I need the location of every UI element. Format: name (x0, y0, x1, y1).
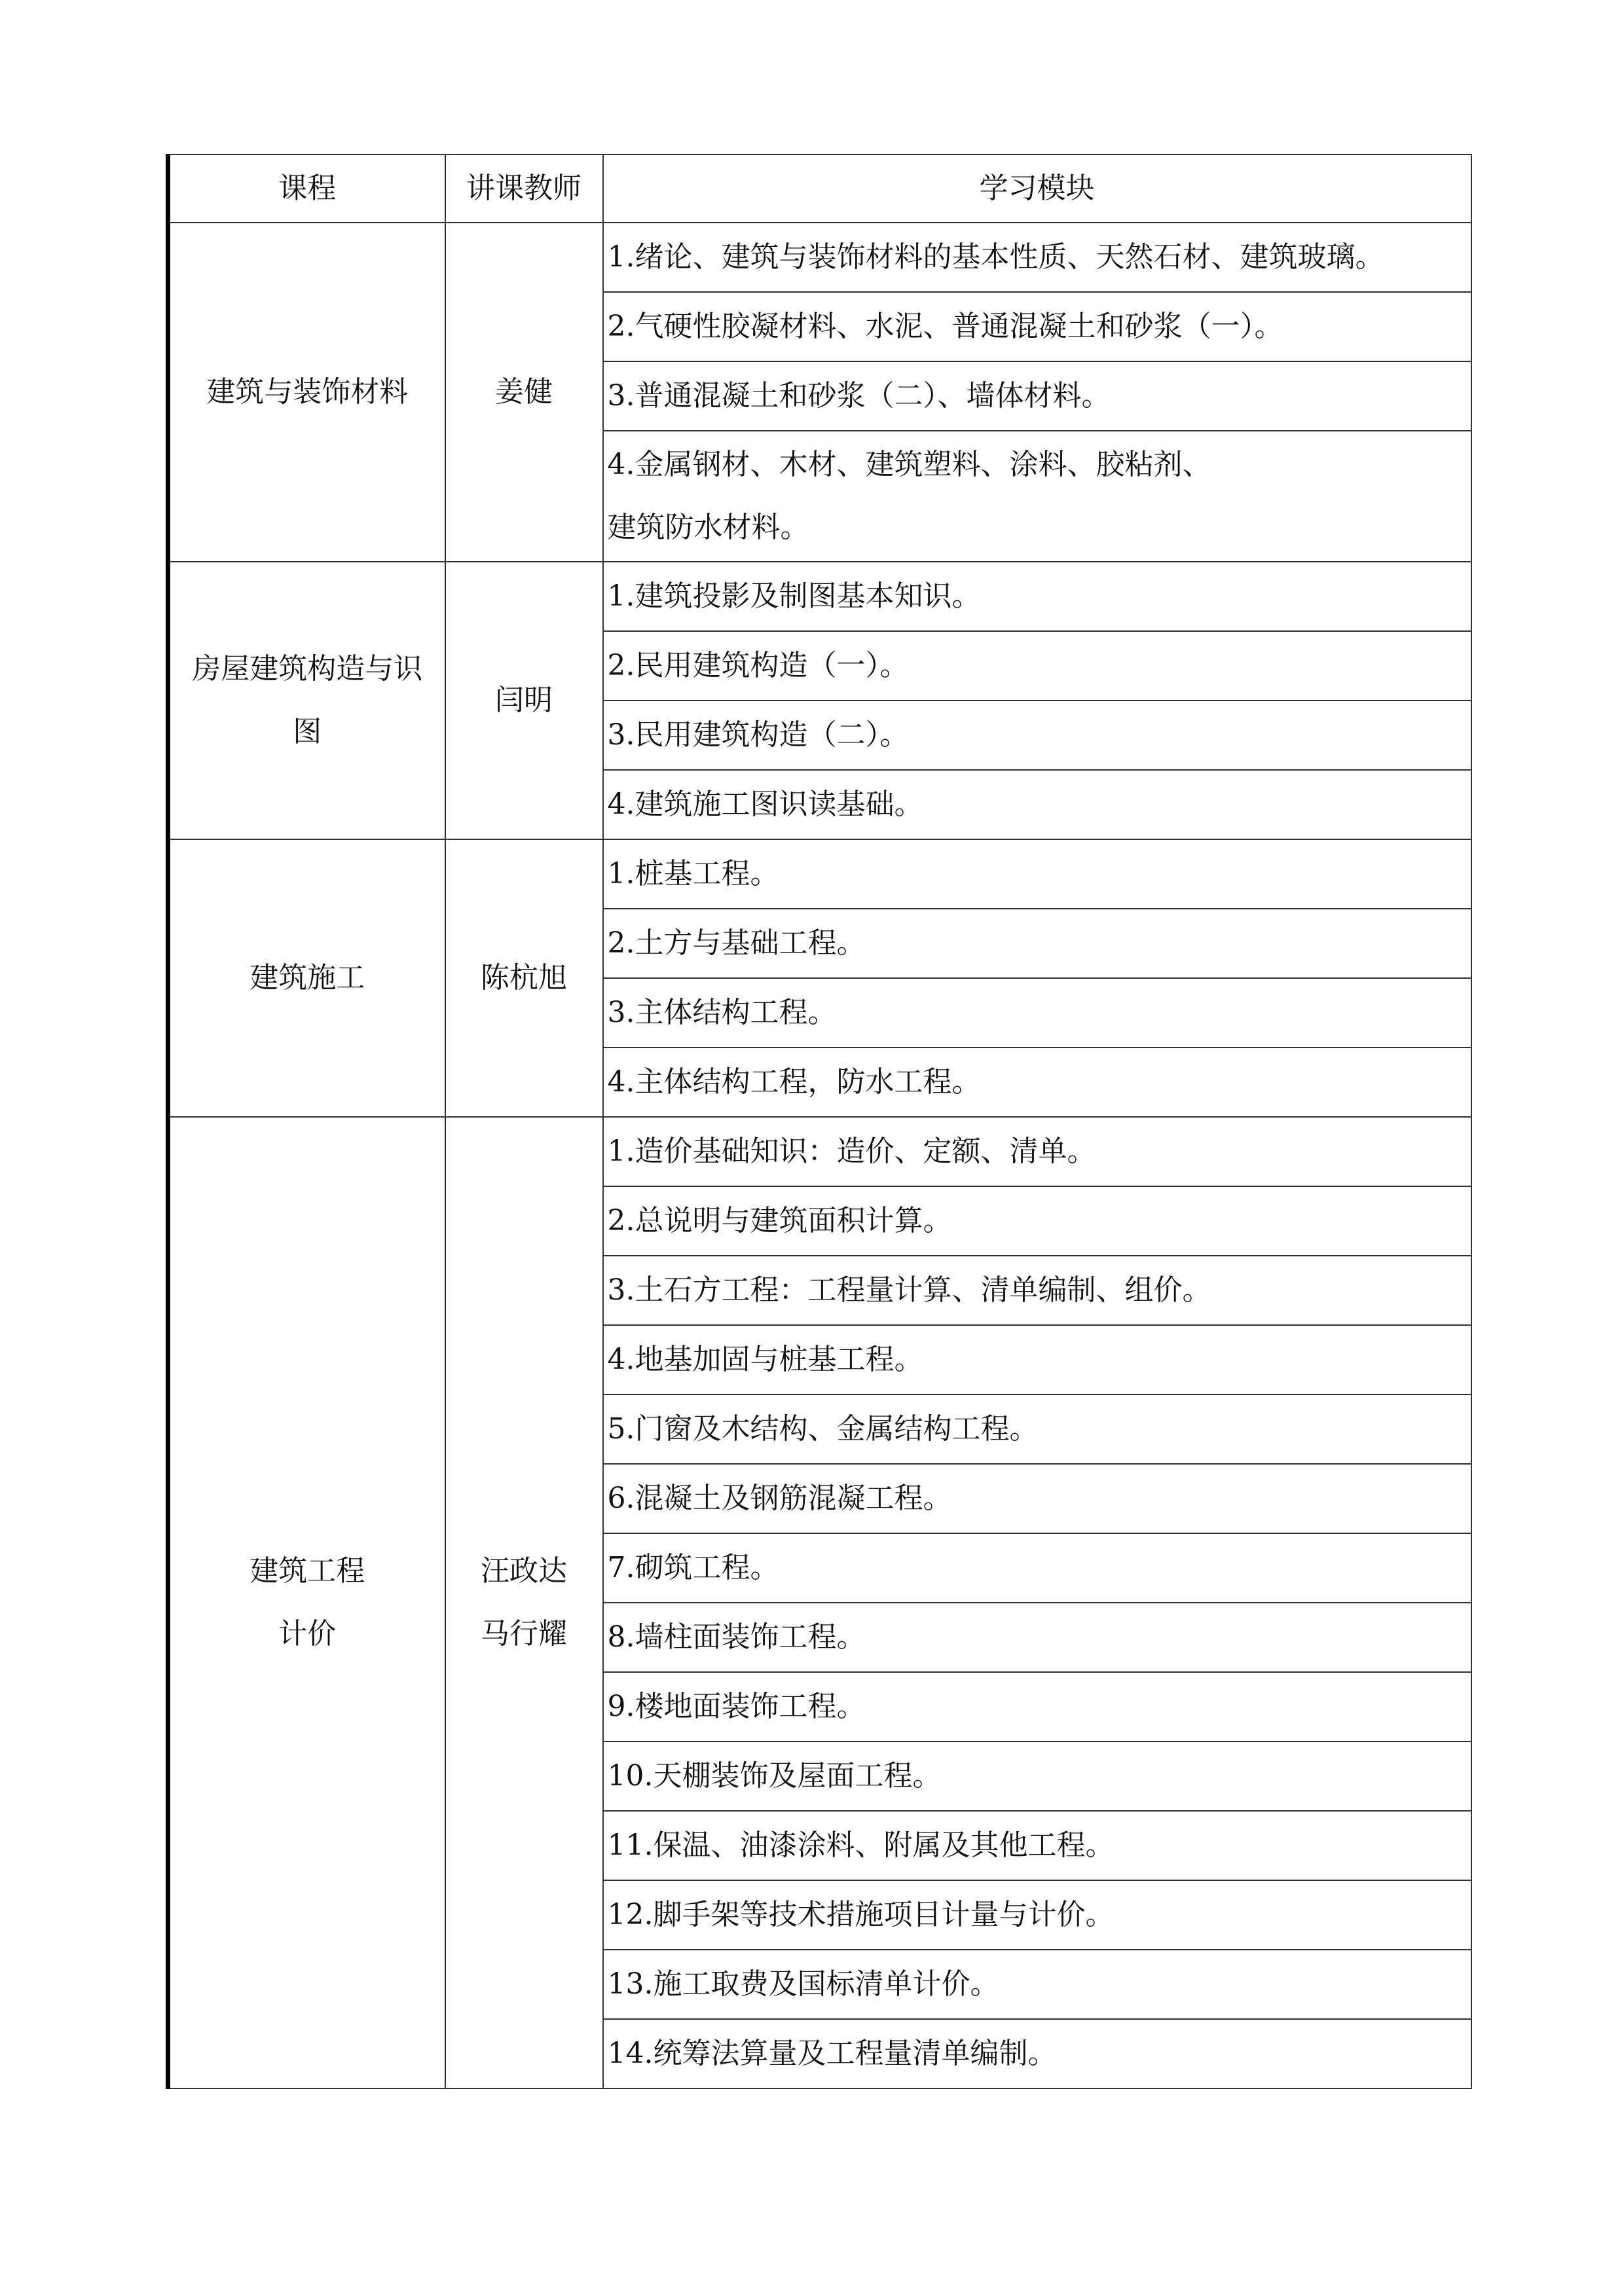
module-text: 4.主体结构工程，防水工程。 (607, 1065, 981, 1099)
module-cell (603, 1741, 1471, 1811)
teacher-name: 姜健 (495, 375, 553, 409)
module-text: 2.民用建筑构造（一）。 (607, 649, 909, 682)
header-teacher: 讲课教师 (445, 155, 603, 223)
course-name-line: 建筑施工 (249, 961, 365, 994)
course-name-cell (168, 839, 445, 1117)
course-name-cell (168, 1117, 445, 2088)
module-text: 2.土方与基础工程。 (607, 926, 866, 960)
module-cell (603, 292, 1471, 361)
module-cell (603, 1811, 1471, 1880)
table-row (168, 562, 1471, 631)
course-name-cell (168, 562, 445, 839)
module-text: 11.保温、油漆涂料、附属及其他工程。 (607, 1829, 1115, 1862)
module-text: 9.楼地面装饰工程。 (607, 1690, 866, 1723)
teacher-name: 马行耀 (481, 1617, 567, 1650)
header-module: 学习模块 (603, 155, 1471, 223)
teacher-name: 闫明 (495, 683, 553, 717)
teacher-cell (445, 1117, 603, 2088)
module-text: 3.民用建筑构造（二）。 (607, 718, 909, 752)
module-cell (603, 1950, 1471, 2019)
module-text: 4.金属钢材、木材、建筑塑料、涂料、胶粘剂、 (607, 448, 1211, 481)
module-cell (603, 1325, 1471, 1394)
module-cell (603, 1603, 1471, 1672)
teacher-name: 陈杭旭 (481, 961, 567, 994)
module-cell (603, 978, 1471, 1048)
module-cell (603, 1672, 1471, 1741)
module-cell (603, 909, 1471, 978)
module-text: 5.门窗及木结构、金属结构工程。 (607, 1412, 1039, 1446)
header-course: 课程 (168, 155, 445, 223)
module-text: 1.绪论、建筑与装饰材料的基本性质、天然石材、建筑玻璃。 (607, 240, 1384, 274)
module-cell (603, 223, 1471, 292)
teacher-cell (445, 839, 603, 1117)
module-text: 建筑防水材料。 (607, 511, 809, 544)
module-cell (603, 1880, 1471, 1950)
module-text: 6.混凝土及钢筋混凝工程。 (607, 1482, 952, 1515)
module-text: 13.施工取费及国标清单计价。 (607, 1967, 999, 2001)
module-text: 3.普通混凝土和砂浆（二）、墙体材料。 (607, 379, 1111, 412)
module-cell (603, 431, 1471, 562)
course-name-line: 图 (293, 715, 322, 748)
course-name-line: 建筑与装饰材料 (206, 375, 409, 409)
module-text: 4.建筑施工图识读基础。 (607, 788, 923, 821)
module-cell (603, 2019, 1471, 2088)
module-cell (603, 1256, 1471, 1325)
module-cell (603, 1048, 1471, 1117)
teacher-cell (445, 562, 603, 839)
module-text: 3.土石方工程：工程量计算、清单编制、组价。 (607, 1273, 1211, 1307)
teacher-name: 汪政达 (481, 1554, 567, 1588)
module-text: 14.统筹法算量及工程量清单编制。 (607, 2037, 1057, 2070)
module-text: 12.脚手架等技术措施项目计量与计价。 (607, 1898, 1115, 1931)
header-row (168, 155, 1471, 223)
module-cell (603, 1464, 1471, 1533)
module-cell (603, 701, 1471, 770)
module-text: 8.墙柱面装饰工程。 (607, 1620, 866, 1654)
course-name-cell (168, 223, 445, 562)
course-table (166, 154, 1472, 2089)
course-name-line: 建筑工程 (249, 1554, 365, 1588)
module-text: 1.建筑投影及制图基本知识。 (607, 579, 981, 613)
teacher-cell (445, 223, 603, 562)
table-row (168, 1117, 1471, 1186)
module-cell (603, 1533, 1471, 1603)
module-text: 7.砌筑工程。 (607, 1551, 779, 1584)
module-text: 1.造价基础知识：造价、定额、清单。 (607, 1135, 1096, 1168)
module-cell (603, 361, 1471, 431)
course-name-line: 计价 (278, 1617, 337, 1650)
course-name-line: 房屋建筑构造与识 (192, 652, 423, 685)
table-row (168, 839, 1471, 909)
module-text: 1.桩基工程。 (607, 857, 779, 890)
module-cell (603, 631, 1471, 701)
module-cell (603, 770, 1471, 839)
module-text: 2.气硬性胶凝材料、水泥、普通混凝土和砂浆（一）。 (607, 310, 1283, 343)
module-cell (603, 839, 1471, 909)
table-body (168, 223, 1471, 2088)
module-text: 4.地基加固与桩基工程。 (607, 1343, 923, 1376)
table-row (168, 223, 1471, 292)
module-text: 10.天棚装饰及屋面工程。 (607, 1759, 942, 1793)
module-text: 3.主体结构工程。 (607, 996, 837, 1029)
module-cell (603, 1117, 1471, 1186)
module-cell (603, 1394, 1471, 1464)
module-text: 2.总说明与建筑面积计算。 (607, 1204, 952, 1237)
module-cell (603, 1186, 1471, 1256)
module-cell (603, 562, 1471, 631)
